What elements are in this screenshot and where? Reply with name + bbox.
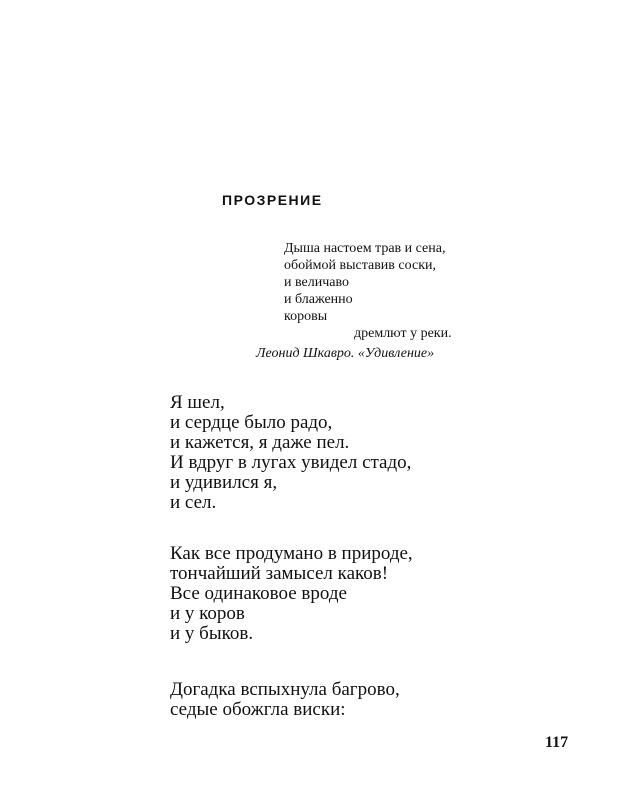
verse-line: и у быков. <box>170 623 254 644</box>
poem-title: ПРОЗРЕНИЕ <box>222 192 323 208</box>
verse-line: И вдруг в лугах увидел стадо, <box>170 452 412 473</box>
epigraph-line: и величаво <box>284 275 349 290</box>
epigraph-line: коровы <box>284 309 328 324</box>
epigraph-line: дремлют у реки. <box>354 326 452 341</box>
verse-line: Я шел, <box>170 392 225 413</box>
verse-line: Догадка вспыхнула багрово, <box>170 679 400 700</box>
stanza-1 <box>170 393 411 513</box>
verse-line: тончайший замысел каков! <box>170 563 389 584</box>
verse-line: седые обожгла виски: <box>170 699 346 720</box>
epigraph <box>284 240 452 342</box>
verse-line: и сердце было радо, <box>170 412 333 433</box>
stanza-3 <box>170 680 400 720</box>
verse-line: и у коров <box>170 603 245 624</box>
epigraph-line: Дыша настоем трав и сена, <box>284 241 446 256</box>
epigraph-attribution: Леонид Шкавро. «Удивление» <box>256 346 435 361</box>
epigraph-line: обоймой выставив соски, <box>284 258 436 273</box>
verse-line: Все одинаковое вроде <box>170 583 347 604</box>
page-number: 117 <box>545 734 569 751</box>
epigraph-line: и блаженно <box>284 292 353 307</box>
verse-line: и кажется, я даже пел. <box>170 432 350 453</box>
verse-line: и удивился я, <box>170 472 278 493</box>
verse-line: и сел. <box>170 492 217 513</box>
stanza-2 <box>170 544 413 644</box>
verse-line: Как все продумано в природе, <box>170 543 413 564</box>
